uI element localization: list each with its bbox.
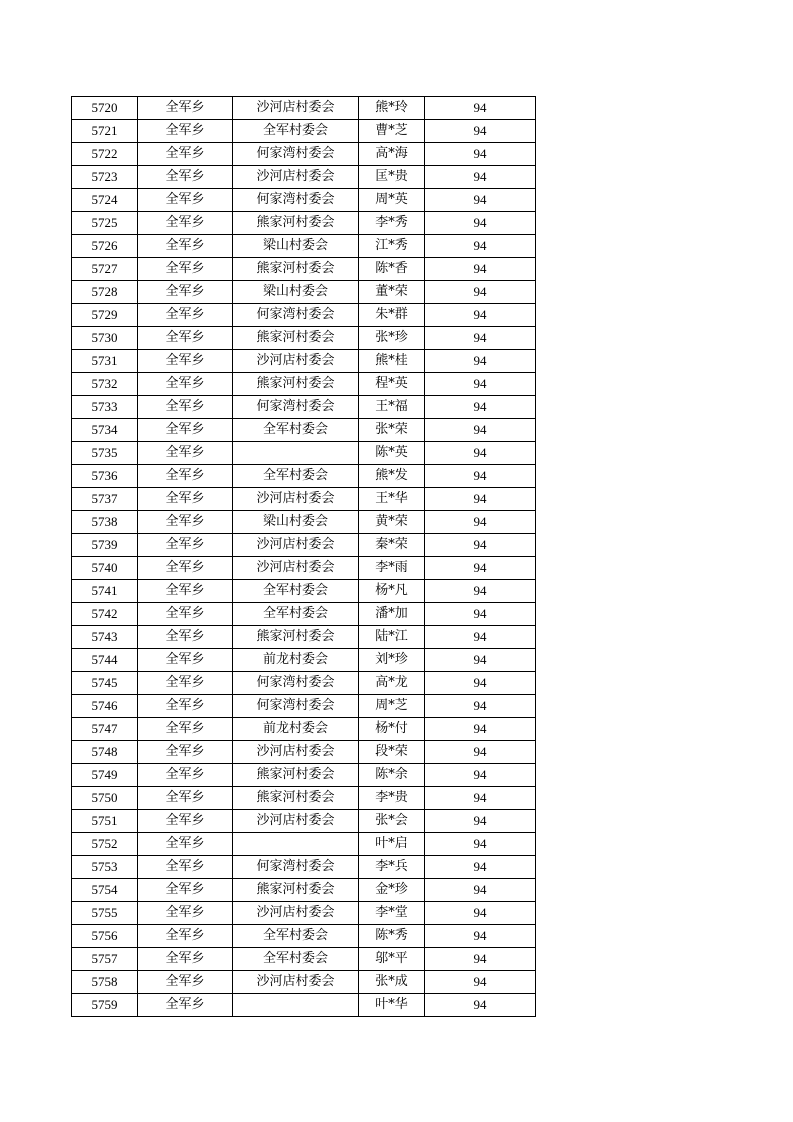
table-row bbox=[72, 649, 536, 672]
cell-number: 5736 bbox=[72, 465, 138, 488]
cell-name: 熊*发 bbox=[359, 465, 425, 488]
cell-number: 5757 bbox=[72, 948, 138, 971]
table-row bbox=[72, 534, 536, 557]
cell-township: 全军乡 bbox=[138, 994, 233, 1017]
cell-village: 何家湾村委会 bbox=[233, 304, 359, 327]
cell-name: 李*堂 bbox=[359, 902, 425, 925]
table-row bbox=[72, 833, 536, 856]
cell-township: 全军乡 bbox=[138, 856, 233, 879]
cell-township: 全军乡 bbox=[138, 718, 233, 741]
cell-name: 邬*平 bbox=[359, 948, 425, 971]
table-row bbox=[72, 856, 536, 879]
cell-number: 5739 bbox=[72, 534, 138, 557]
cell-village bbox=[233, 833, 359, 856]
cell-village: 沙河店村委会 bbox=[233, 741, 359, 764]
cell-score: 94 bbox=[425, 557, 536, 580]
cell-score: 94 bbox=[425, 741, 536, 764]
cell-township: 全军乡 bbox=[138, 810, 233, 833]
cell-township: 全军乡 bbox=[138, 327, 233, 350]
cell-township: 全军乡 bbox=[138, 304, 233, 327]
cell-number: 5746 bbox=[72, 695, 138, 718]
cell-village bbox=[233, 994, 359, 1017]
cell-township: 全军乡 bbox=[138, 465, 233, 488]
cell-township: 全军乡 bbox=[138, 534, 233, 557]
cell-number: 5725 bbox=[72, 212, 138, 235]
cell-village: 何家湾村委会 bbox=[233, 856, 359, 879]
cell-score: 94 bbox=[425, 97, 536, 120]
cell-name: 周*英 bbox=[359, 189, 425, 212]
table-row bbox=[72, 350, 536, 373]
cell-number: 5742 bbox=[72, 603, 138, 626]
cell-name: 高*海 bbox=[359, 143, 425, 166]
cell-township: 全军乡 bbox=[138, 879, 233, 902]
cell-village: 何家湾村委会 bbox=[233, 672, 359, 695]
cell-township: 全军乡 bbox=[138, 948, 233, 971]
cell-township: 全军乡 bbox=[138, 971, 233, 994]
cell-number: 5759 bbox=[72, 994, 138, 1017]
cell-number: 5722 bbox=[72, 143, 138, 166]
cell-name: 李*兵 bbox=[359, 856, 425, 879]
cell-village: 沙河店村委会 bbox=[233, 534, 359, 557]
cell-number: 5724 bbox=[72, 189, 138, 212]
cell-name: 黄*荣 bbox=[359, 511, 425, 534]
table-row bbox=[72, 166, 536, 189]
cell-number: 5745 bbox=[72, 672, 138, 695]
cell-number: 5741 bbox=[72, 580, 138, 603]
cell-score: 94 bbox=[425, 258, 536, 281]
table-row bbox=[72, 787, 536, 810]
cell-score: 94 bbox=[425, 810, 536, 833]
cell-township: 全军乡 bbox=[138, 511, 233, 534]
cell-number: 5756 bbox=[72, 925, 138, 948]
cell-score: 94 bbox=[425, 925, 536, 948]
table-body bbox=[72, 97, 536, 1017]
cell-township: 全军乡 bbox=[138, 649, 233, 672]
cell-name: 杨*付 bbox=[359, 718, 425, 741]
table-row bbox=[72, 442, 536, 465]
cell-village: 前龙村委会 bbox=[233, 649, 359, 672]
cell-village: 熊家河村委会 bbox=[233, 212, 359, 235]
table-row bbox=[72, 695, 536, 718]
cell-score: 94 bbox=[425, 189, 536, 212]
cell-number: 5731 bbox=[72, 350, 138, 373]
cell-number: 5753 bbox=[72, 856, 138, 879]
cell-number: 5730 bbox=[72, 327, 138, 350]
cell-number: 5734 bbox=[72, 419, 138, 442]
cell-score: 94 bbox=[425, 281, 536, 304]
cell-score: 94 bbox=[425, 603, 536, 626]
cell-village: 全军村委会 bbox=[233, 580, 359, 603]
table-row bbox=[72, 212, 536, 235]
cell-name: 张*会 bbox=[359, 810, 425, 833]
cell-number: 5743 bbox=[72, 626, 138, 649]
cell-township: 全军乡 bbox=[138, 396, 233, 419]
cell-number: 5729 bbox=[72, 304, 138, 327]
cell-township: 全军乡 bbox=[138, 212, 233, 235]
cell-township: 全军乡 bbox=[138, 925, 233, 948]
cell-score: 94 bbox=[425, 695, 536, 718]
table-row bbox=[72, 902, 536, 925]
cell-township: 全军乡 bbox=[138, 626, 233, 649]
cell-township: 全军乡 bbox=[138, 442, 233, 465]
cell-number: 5737 bbox=[72, 488, 138, 511]
cell-township: 全军乡 bbox=[138, 833, 233, 856]
cell-score: 94 bbox=[425, 649, 536, 672]
cell-number: 5721 bbox=[72, 120, 138, 143]
cell-score: 94 bbox=[425, 971, 536, 994]
table-row bbox=[72, 396, 536, 419]
cell-score: 94 bbox=[425, 948, 536, 971]
cell-number: 5744 bbox=[72, 649, 138, 672]
table-row bbox=[72, 327, 536, 350]
cell-name: 王*华 bbox=[359, 488, 425, 511]
cell-village: 何家湾村委会 bbox=[233, 396, 359, 419]
cell-score: 94 bbox=[425, 488, 536, 511]
cell-township: 全军乡 bbox=[138, 258, 233, 281]
table-row bbox=[72, 971, 536, 994]
cell-number: 5727 bbox=[72, 258, 138, 281]
cell-township: 全军乡 bbox=[138, 373, 233, 396]
cell-score: 94 bbox=[425, 902, 536, 925]
table-row bbox=[72, 925, 536, 948]
cell-village: 何家湾村委会 bbox=[233, 143, 359, 166]
cell-name: 江*秀 bbox=[359, 235, 425, 258]
cell-name: 周*芝 bbox=[359, 695, 425, 718]
cell-score: 94 bbox=[425, 350, 536, 373]
cell-name: 曹*芝 bbox=[359, 120, 425, 143]
table-row bbox=[72, 373, 536, 396]
table-row bbox=[72, 810, 536, 833]
table-row bbox=[72, 189, 536, 212]
cell-township: 全军乡 bbox=[138, 741, 233, 764]
cell-name: 熊*桂 bbox=[359, 350, 425, 373]
cell-name: 陆*江 bbox=[359, 626, 425, 649]
cell-number: 5758 bbox=[72, 971, 138, 994]
cell-score: 94 bbox=[425, 419, 536, 442]
cell-village: 全军村委会 bbox=[233, 948, 359, 971]
cell-score: 94 bbox=[425, 764, 536, 787]
table-row bbox=[72, 488, 536, 511]
table-row bbox=[72, 580, 536, 603]
cell-village: 熊家河村委会 bbox=[233, 258, 359, 281]
cell-name: 陈*香 bbox=[359, 258, 425, 281]
cell-name: 陈*秀 bbox=[359, 925, 425, 948]
cell-score: 94 bbox=[425, 787, 536, 810]
cell-number: 5732 bbox=[72, 373, 138, 396]
cell-township: 全军乡 bbox=[138, 787, 233, 810]
cell-township: 全军乡 bbox=[138, 189, 233, 212]
cell-score: 94 bbox=[425, 672, 536, 695]
cell-name: 金*珍 bbox=[359, 879, 425, 902]
cell-name: 陈*余 bbox=[359, 764, 425, 787]
cell-township: 全军乡 bbox=[138, 580, 233, 603]
table-row bbox=[72, 235, 536, 258]
table-row bbox=[72, 879, 536, 902]
cell-village: 沙河店村委会 bbox=[233, 350, 359, 373]
cell-number: 5723 bbox=[72, 166, 138, 189]
cell-village: 熊家河村委会 bbox=[233, 327, 359, 350]
table-row bbox=[72, 419, 536, 442]
cell-township: 全军乡 bbox=[138, 281, 233, 304]
cell-township: 全军乡 bbox=[138, 143, 233, 166]
cell-name: 程*英 bbox=[359, 373, 425, 396]
cell-township: 全军乡 bbox=[138, 235, 233, 258]
cell-score: 94 bbox=[425, 534, 536, 557]
cell-score: 94 bbox=[425, 166, 536, 189]
cell-number: 5733 bbox=[72, 396, 138, 419]
cell-name: 叶*启 bbox=[359, 833, 425, 856]
cell-village: 全军村委会 bbox=[233, 603, 359, 626]
table-row bbox=[72, 994, 536, 1017]
cell-score: 94 bbox=[425, 304, 536, 327]
cell-village: 全军村委会 bbox=[233, 120, 359, 143]
cell-name: 张*荣 bbox=[359, 419, 425, 442]
cell-score: 94 bbox=[425, 143, 536, 166]
table-row bbox=[72, 672, 536, 695]
cell-name: 段*荣 bbox=[359, 741, 425, 764]
table-row bbox=[72, 143, 536, 166]
cell-score: 94 bbox=[425, 833, 536, 856]
cell-name: 李*秀 bbox=[359, 212, 425, 235]
cell-number: 5728 bbox=[72, 281, 138, 304]
cell-village: 熊家河村委会 bbox=[233, 626, 359, 649]
cell-score: 94 bbox=[425, 856, 536, 879]
cell-name: 王*福 bbox=[359, 396, 425, 419]
cell-township: 全军乡 bbox=[138, 902, 233, 925]
cell-township: 全军乡 bbox=[138, 97, 233, 120]
cell-village: 熊家河村委会 bbox=[233, 764, 359, 787]
cell-score: 94 bbox=[425, 626, 536, 649]
cell-township: 全军乡 bbox=[138, 672, 233, 695]
cell-score: 94 bbox=[425, 879, 536, 902]
table-row bbox=[72, 120, 536, 143]
cell-village: 全军村委会 bbox=[233, 925, 359, 948]
cell-score: 94 bbox=[425, 120, 536, 143]
cell-township: 全军乡 bbox=[138, 419, 233, 442]
table-row bbox=[72, 557, 536, 580]
cell-score: 94 bbox=[425, 212, 536, 235]
data-table bbox=[71, 96, 536, 1017]
cell-village: 全军村委会 bbox=[233, 419, 359, 442]
cell-township: 全军乡 bbox=[138, 695, 233, 718]
cell-score: 94 bbox=[425, 327, 536, 350]
cell-village: 梁山村委会 bbox=[233, 281, 359, 304]
cell-score: 94 bbox=[425, 580, 536, 603]
cell-name: 张*珍 bbox=[359, 327, 425, 350]
cell-number: 5720 bbox=[72, 97, 138, 120]
cell-township: 全军乡 bbox=[138, 557, 233, 580]
cell-village: 何家湾村委会 bbox=[233, 695, 359, 718]
cell-score: 94 bbox=[425, 373, 536, 396]
table-row bbox=[72, 511, 536, 534]
cell-number: 5754 bbox=[72, 879, 138, 902]
table-row bbox=[72, 626, 536, 649]
table-row bbox=[72, 304, 536, 327]
cell-number: 5726 bbox=[72, 235, 138, 258]
cell-village: 沙河店村委会 bbox=[233, 97, 359, 120]
cell-name: 董*荣 bbox=[359, 281, 425, 304]
cell-name: 陈*英 bbox=[359, 442, 425, 465]
cell-village: 沙河店村委会 bbox=[233, 166, 359, 189]
cell-township: 全军乡 bbox=[138, 350, 233, 373]
cell-township: 全军乡 bbox=[138, 166, 233, 189]
cell-number: 5752 bbox=[72, 833, 138, 856]
cell-score: 94 bbox=[425, 718, 536, 741]
cell-village: 梁山村委会 bbox=[233, 511, 359, 534]
cell-score: 94 bbox=[425, 465, 536, 488]
table-row bbox=[72, 281, 536, 304]
cell-township: 全军乡 bbox=[138, 488, 233, 511]
cell-number: 5735 bbox=[72, 442, 138, 465]
cell-township: 全军乡 bbox=[138, 120, 233, 143]
cell-village bbox=[233, 442, 359, 465]
cell-village: 全军村委会 bbox=[233, 465, 359, 488]
cell-number: 5747 bbox=[72, 718, 138, 741]
cell-village: 何家湾村委会 bbox=[233, 189, 359, 212]
cell-number: 5738 bbox=[72, 511, 138, 534]
table-row bbox=[72, 741, 536, 764]
table-row bbox=[72, 948, 536, 971]
cell-name: 朱*群 bbox=[359, 304, 425, 327]
cell-name: 秦*荣 bbox=[359, 534, 425, 557]
cell-number: 5750 bbox=[72, 787, 138, 810]
table-row bbox=[72, 718, 536, 741]
cell-score: 94 bbox=[425, 511, 536, 534]
cell-name: 刘*珍 bbox=[359, 649, 425, 672]
cell-name: 李*贵 bbox=[359, 787, 425, 810]
cell-name: 张*成 bbox=[359, 971, 425, 994]
cell-name: 熊*玲 bbox=[359, 97, 425, 120]
cell-number: 5749 bbox=[72, 764, 138, 787]
cell-village: 沙河店村委会 bbox=[233, 902, 359, 925]
cell-village: 沙河店村委会 bbox=[233, 971, 359, 994]
cell-name: 叶*华 bbox=[359, 994, 425, 1017]
cell-score: 94 bbox=[425, 994, 536, 1017]
cell-name: 杨*凡 bbox=[359, 580, 425, 603]
cell-name: 潘*加 bbox=[359, 603, 425, 626]
cell-township: 全军乡 bbox=[138, 764, 233, 787]
cell-score: 94 bbox=[425, 442, 536, 465]
cell-number: 5748 bbox=[72, 741, 138, 764]
cell-number: 5740 bbox=[72, 557, 138, 580]
cell-village: 沙河店村委会 bbox=[233, 488, 359, 511]
cell-township: 全军乡 bbox=[138, 603, 233, 626]
cell-village: 熊家河村委会 bbox=[233, 373, 359, 396]
cell-number: 5751 bbox=[72, 810, 138, 833]
cell-name: 李*雨 bbox=[359, 557, 425, 580]
table-row bbox=[72, 97, 536, 120]
cell-village: 梁山村委会 bbox=[233, 235, 359, 258]
cell-score: 94 bbox=[425, 396, 536, 419]
cell-village: 沙河店村委会 bbox=[233, 557, 359, 580]
cell-number: 5755 bbox=[72, 902, 138, 925]
cell-village: 熊家河村委会 bbox=[233, 879, 359, 902]
table-row bbox=[72, 465, 536, 488]
cell-village: 沙河店村委会 bbox=[233, 810, 359, 833]
cell-village: 熊家河村委会 bbox=[233, 787, 359, 810]
table-row bbox=[72, 764, 536, 787]
cell-village: 前龙村委会 bbox=[233, 718, 359, 741]
cell-name: 匡*贵 bbox=[359, 166, 425, 189]
table-row bbox=[72, 258, 536, 281]
cell-score: 94 bbox=[425, 235, 536, 258]
table-row bbox=[72, 603, 536, 626]
cell-name: 高*龙 bbox=[359, 672, 425, 695]
